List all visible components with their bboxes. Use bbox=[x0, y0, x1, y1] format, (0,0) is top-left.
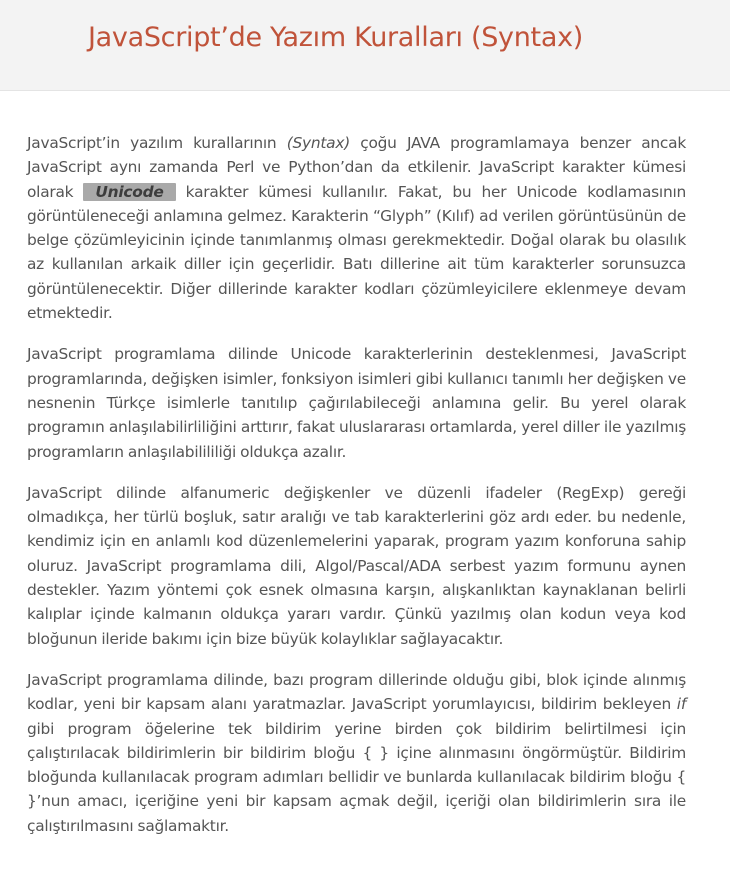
syntax-term: (Syntax) bbox=[286, 134, 350, 152]
paragraph-1-text-a: JavaScript’in yazılım kurallarının bbox=[27, 134, 287, 152]
unicode-highlight: Unicode bbox=[83, 183, 175, 201]
if-keyword: if bbox=[676, 695, 686, 714]
paragraph-3: JavaScript dilinde alfanumeric değişkenler ve düzenli ifadeler (RegExp) gereği olmadıkça, her türlü boşluk, satır aralığı ve tab karakterlerini göz ardı eder. bu nedenle, kendimiz için en anlamlı kod düzenlemelerini yaparak, program yazım konforuna sahip oluruz. JavaScript programlama dili, Algol/Pascal/ADA serbest yazım formunu aynen destekler. Yazım yöntemi çok esnek olmasına karşın, alışkanlıktan kaynaklanan belirli kalıplar içinde kalmanın oldukça yararı vardır. Çünkü yazılmış olan kodun veya kod bloğunun ileride bakımı için bize büyük kolaylıklar sağlayacaktır. bbox=[27, 483, 686, 648]
article-body bbox=[27, 131, 686, 838]
paragraph-1 bbox=[27, 131, 686, 325]
paragraph-1-text-c: çoğu JAVA programlamaya benzer ancak JavaScript aynı zamanda Perl ve Python’dan da etkilenir. JavaScript karakter kümesi olarak bbox=[27, 134, 686, 201]
page-title: JavaScript’de Yazım Kuralları (Syntax) bbox=[88, 22, 583, 53]
paragraph-4-text-a: JavaScript programlama dilinde, bazı program dillerinde olduğu gibi, blok içinde alınmış kodlar, yeni bir kapsam alanı yaratmazlar. JavaScript yorumlayıcısı, bildirim bekleyen bbox=[27, 670, 686, 714]
paragraph-1-text-e: karakter kümesi kullanılır. Fakat, bu her Unicode kodlamasının görüntüleneceği anlamına gelmez. Karakterin “Glyph” (Kılıf) ad verilen görüntüsünün de belge çözümleyicinin içinde tanımlanmış olması gerekmektedir. Doğal olarak bu olasılık az kullanılan arkaik diller için geçerlidir. Batı dillerine ait tüm karakterler sorunsuzca görüntülenecektir. Diğer dillerinde karakter kodları çözümleyicilere eklenmeye devam etmektedir. bbox=[27, 182, 686, 323]
paragraph-4 bbox=[27, 668, 686, 838]
paragraph-4-text-c: gibi program öğelerine tek bildirim yerine birden çok bildirim belirtilmesi için çalıştırılacak bildirimlerin bir bildirim bloğu { } içine alınmasını öngörmüştür. Bildirim bloğunda kullanılacak program adımları bellidir ve bunlarda kullanılacak bildirim bloğu { }’nun amacı, içeriğine yeni bir kapsam açmak değil, içeriği olan bildirimlerin sıra ile çalıştırılmasını sağlamaktır. bbox=[27, 719, 686, 835]
page-header bbox=[0, 0, 730, 91]
paragraph-2: JavaScript programlama dilinde Unicode karakterlerinin desteklenmesi, JavaScript programlarında, değişken isimler, fonksiyon isimleri gibi kullanıcı tanımlı her değişken ve nesnenin Türkçe isimlerle tanıtılıp çağırılabileceği anlamına gelir. Bu yerel olarak programın anlaşılabilirliliğini arttırır, fakat uluslararası ortamlarda, yerel diller ile yazılmış programların anlaşılabilililiği oldukça azalır. bbox=[27, 345, 686, 461]
